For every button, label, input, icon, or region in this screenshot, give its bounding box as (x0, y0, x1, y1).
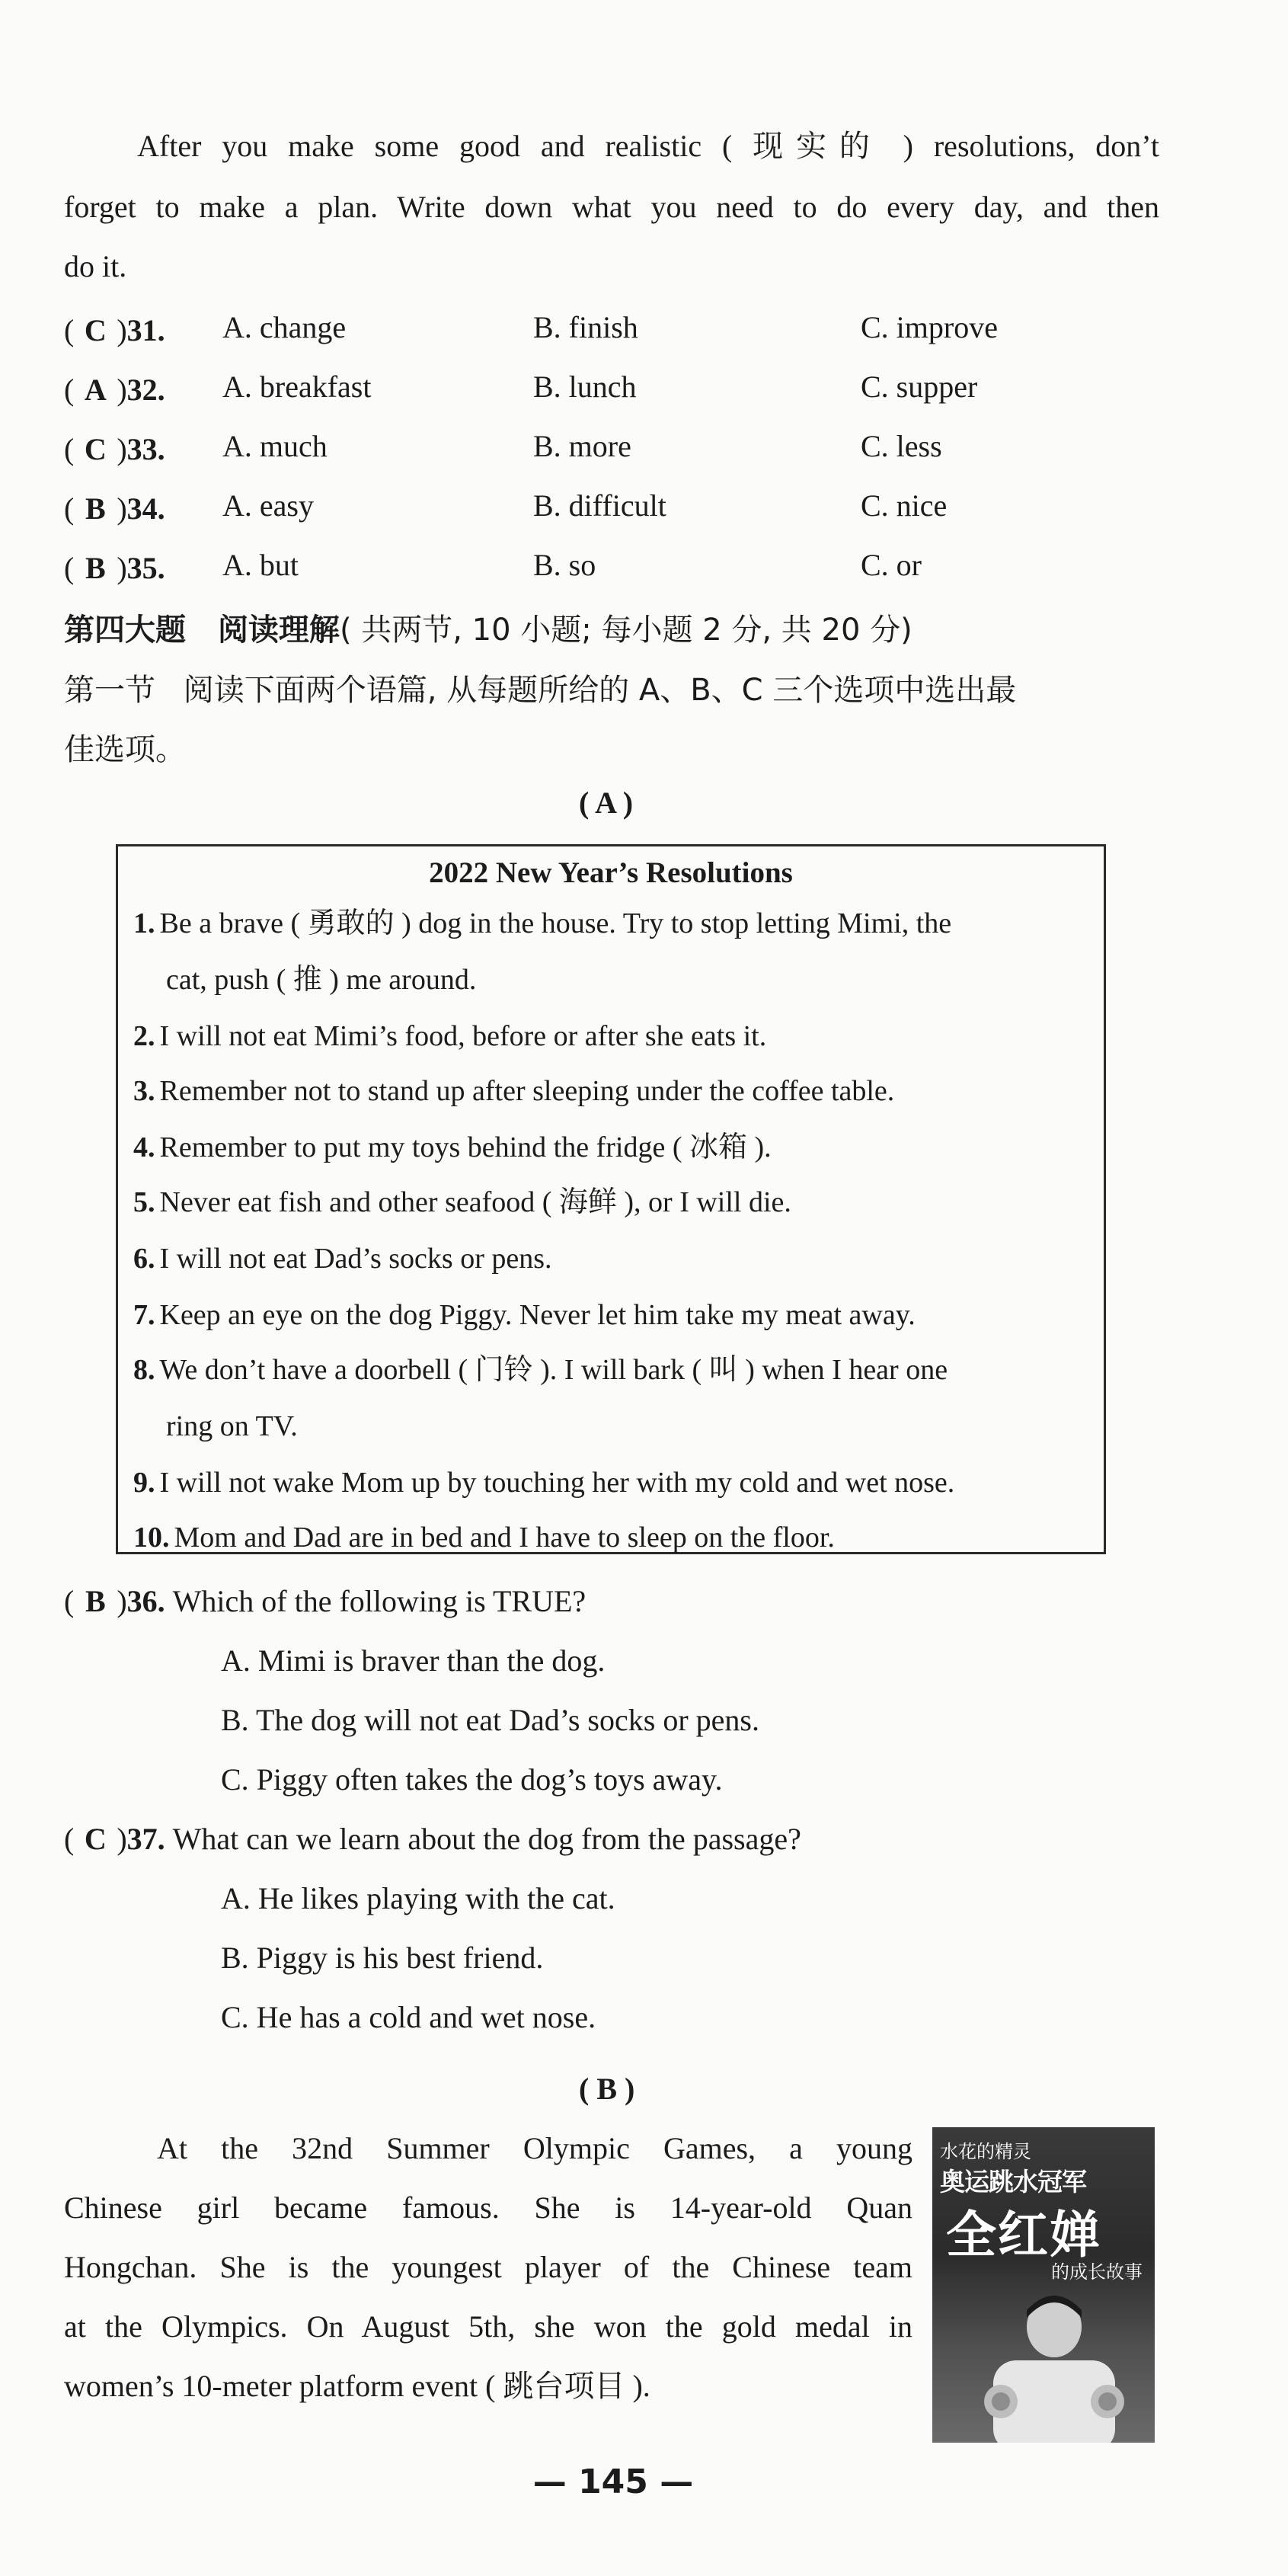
answer-option: A. He likes playing with the cat. (221, 1881, 615, 1915)
cloze-option: B. difficult (533, 488, 666, 523)
cloze-option: B. lunch (533, 370, 637, 404)
answer-letter: B (85, 1584, 106, 1618)
passage-b-line: women’s 10-meter platform event ( 跳台项目 ). (64, 2369, 650, 2403)
cloze-option: C. or (861, 548, 922, 582)
paren-close: ) (117, 491, 127, 526)
resolution-number: 3. (133, 1075, 155, 1107)
resolution-text: Remember to put my toys behind the fridge ( 冰箱 ). (159, 1131, 772, 1163)
cloze-question-row (64, 550, 165, 586)
number-dot: . (157, 313, 165, 347)
resolution-item (133, 1244, 552, 1273)
cloze-option: A. breakfast (222, 370, 372, 404)
answer-letter: C (84, 1822, 107, 1856)
question-number: 34 (126, 491, 158, 526)
cloze-option: C. improve (861, 310, 998, 344)
cloze-option: A. much (222, 429, 328, 463)
question-stem: Which of the following is TRUE? (172, 1584, 586, 1618)
answer-option: A. Mimi is braver than the dog. (221, 1643, 606, 1678)
answer-letter: B (85, 551, 106, 585)
part1-line-2: 佳选项。 (64, 732, 186, 767)
resolution-text: Keep an eye on the dog Piggy. Never let him take my meat away. (159, 1299, 916, 1331)
resolution-text: I will not wake Mom up by touching her with my cold and wet nose. (159, 1467, 955, 1499)
resolutions-title: 2022 New Year’s Resolutions (429, 856, 793, 889)
number-dot: . (157, 491, 165, 526)
question-number: 32 (126, 373, 158, 407)
paren-open: ( (64, 373, 75, 407)
section-note: ( 共两节, 10 小题; 每小题 2 分, 共 20 分) (339, 613, 912, 648)
resolution-number: 4. (133, 1131, 155, 1163)
resolution-number: 1. (133, 907, 155, 939)
resolution-number: 8. (133, 1354, 155, 1386)
number-dot: . (157, 551, 165, 585)
cloze-question-row (64, 372, 165, 408)
answer-letter: B (85, 491, 106, 526)
resolution-number: 5. (133, 1186, 155, 1218)
cloze-option: B. so (533, 548, 596, 582)
resolution-continuation: ring on TV. (166, 1410, 298, 1442)
question-number: 37 (126, 1822, 158, 1856)
passage-b-label: ( B ) (579, 2072, 635, 2106)
section-number: 第四大题 (64, 613, 186, 648)
resolution-number: 2. (133, 1020, 155, 1052)
question-row (64, 1821, 801, 1857)
book-cover-subtitle: 水花的精灵 (940, 2141, 1031, 2162)
number-dot: . (157, 373, 165, 407)
cloze-option: C. supper (861, 370, 978, 404)
resolution-item (133, 1022, 766, 1051)
book-cover-image (932, 2127, 1155, 2443)
number-dot: . (157, 432, 165, 466)
resolution-number: 9. (133, 1467, 155, 1499)
page-number: — 145 — (532, 2462, 694, 2501)
resolution-text: Never eat fish and other seafood ( 海鲜 ), or I will die. (159, 1186, 791, 1218)
cloze-question-row (64, 431, 165, 467)
cloze-option: C. less (861, 429, 942, 463)
cloze-option: A. change (222, 310, 347, 344)
passage-b-line: at the Olympics. On August 5th, she won the gold medal in (64, 2309, 912, 2344)
resolution-text: Be a brave ( 勇敢的 ) dog in the house. Try to stop letting Mimi, the (159, 907, 952, 939)
cloze-option: A. easy (222, 488, 314, 523)
cloze-option: A. but (222, 548, 299, 582)
resolution-item (133, 1523, 835, 1552)
cloze-question-row (64, 312, 165, 348)
intro-line-2: forget to make a plan. Write down what you need to do every day, and then (64, 190, 1159, 224)
passage-b-line: Chinese girl became famous. She is 14-year-old Quan (64, 2190, 912, 2225)
resolution-item (133, 909, 951, 938)
resolution-text: Remember not to stand up after sleeping under the coffee table. (159, 1075, 895, 1107)
passage-b-line: At the 32nd Summer Olympic Games, a young (157, 2131, 912, 2165)
paren-close: ) (117, 432, 127, 466)
book-cover-tagline: 奥运跳水冠军 (940, 2167, 1086, 2197)
section-title (64, 606, 912, 649)
paren-close: ) (117, 1822, 127, 1856)
resolution-number: 7. (133, 1299, 155, 1331)
question-number: 36 (126, 1584, 158, 1618)
paren-open: ( (64, 313, 75, 347)
resolution-item (133, 1468, 954, 1497)
number-dot: . (157, 1822, 173, 1856)
answer-option: B. Piggy is his best friend. (221, 1941, 544, 1975)
resolution-item (133, 1133, 772, 1162)
resolution-item (133, 1077, 894, 1106)
book-cover-title: 全红婵 (946, 2206, 1101, 2264)
paren-close: ) (117, 1584, 127, 1618)
passage-b-line: Hongchan. She is the youngest player of the Chinese team (64, 2250, 912, 2284)
resolution-number: 6. (133, 1243, 155, 1275)
paren-open: ( (64, 491, 75, 526)
passage-a-label: ( A ) (579, 786, 634, 820)
answer-letter: A (84, 373, 107, 407)
book-cover-caption: 的成长故事 (1051, 2261, 1143, 2283)
part1-instruction: 阅读下面两个语篇, 从每题所给的 A、B、C 三个选项中选出最 (183, 673, 1017, 708)
paren-open: ( (64, 551, 75, 585)
answer-option: C. He has a cold and wet nose. (221, 2000, 596, 2034)
question-number: 35 (126, 551, 158, 585)
question-stem: What can we learn about the dog from the passage? (172, 1822, 801, 1856)
paren-open: ( (64, 1822, 75, 1856)
athlete-photo (978, 2287, 1130, 2443)
cloze-question-row (64, 491, 165, 526)
resolution-number: 10. (133, 1522, 170, 1554)
intro-line-3: do it. (64, 249, 127, 283)
answer-option: C. Piggy often takes the dog’s toys away. (221, 1762, 723, 1797)
question-number: 31 (126, 313, 158, 347)
resolution-item (133, 1188, 791, 1217)
paren-close: ) (117, 313, 127, 347)
question-row (64, 1583, 586, 1619)
section-name: 阅读理解 (217, 613, 340, 648)
answer-letter: C (84, 432, 107, 466)
question-number: 33 (126, 432, 158, 466)
paren-open: ( (64, 432, 75, 466)
number-dot: . (157, 1584, 173, 1618)
cloze-option: B. more (533, 429, 631, 463)
resolutions-box (116, 844, 1106, 1554)
resolution-text: Mom and Dad are in bed and I have to sleep on the floor. (174, 1522, 835, 1554)
paren-close: ) (117, 373, 127, 407)
resolution-text: I will not eat Mimi’s food, before or after she eats it. (159, 1020, 767, 1052)
resolution-continuation: cat, push ( 推 ) me around. (166, 964, 477, 996)
answer-option: B. The dog will not eat Dad’s socks or pens. (221, 1703, 759, 1737)
resolution-item (133, 1301, 916, 1330)
answer-letter: C (84, 313, 107, 347)
resolution-item (133, 1355, 948, 1384)
resolution-text: I will not eat Dad’s socks or pens. (159, 1243, 552, 1275)
part1-title: 第一节 (64, 673, 155, 708)
paren-close: ) (117, 551, 127, 585)
intro-line-1: After you make some good and realistic ( 现实的 ) resolutions, don’t (137, 129, 1159, 163)
cloze-option: C. nice (861, 488, 948, 523)
cloze-option: B. finish (533, 310, 638, 344)
resolution-text: We don’t have a doorbell ( 门铃 ). I will bark ( 叫 ) when I hear one (159, 1354, 948, 1386)
part1-line-1 (64, 666, 1016, 709)
paren-open: ( (64, 1584, 75, 1618)
